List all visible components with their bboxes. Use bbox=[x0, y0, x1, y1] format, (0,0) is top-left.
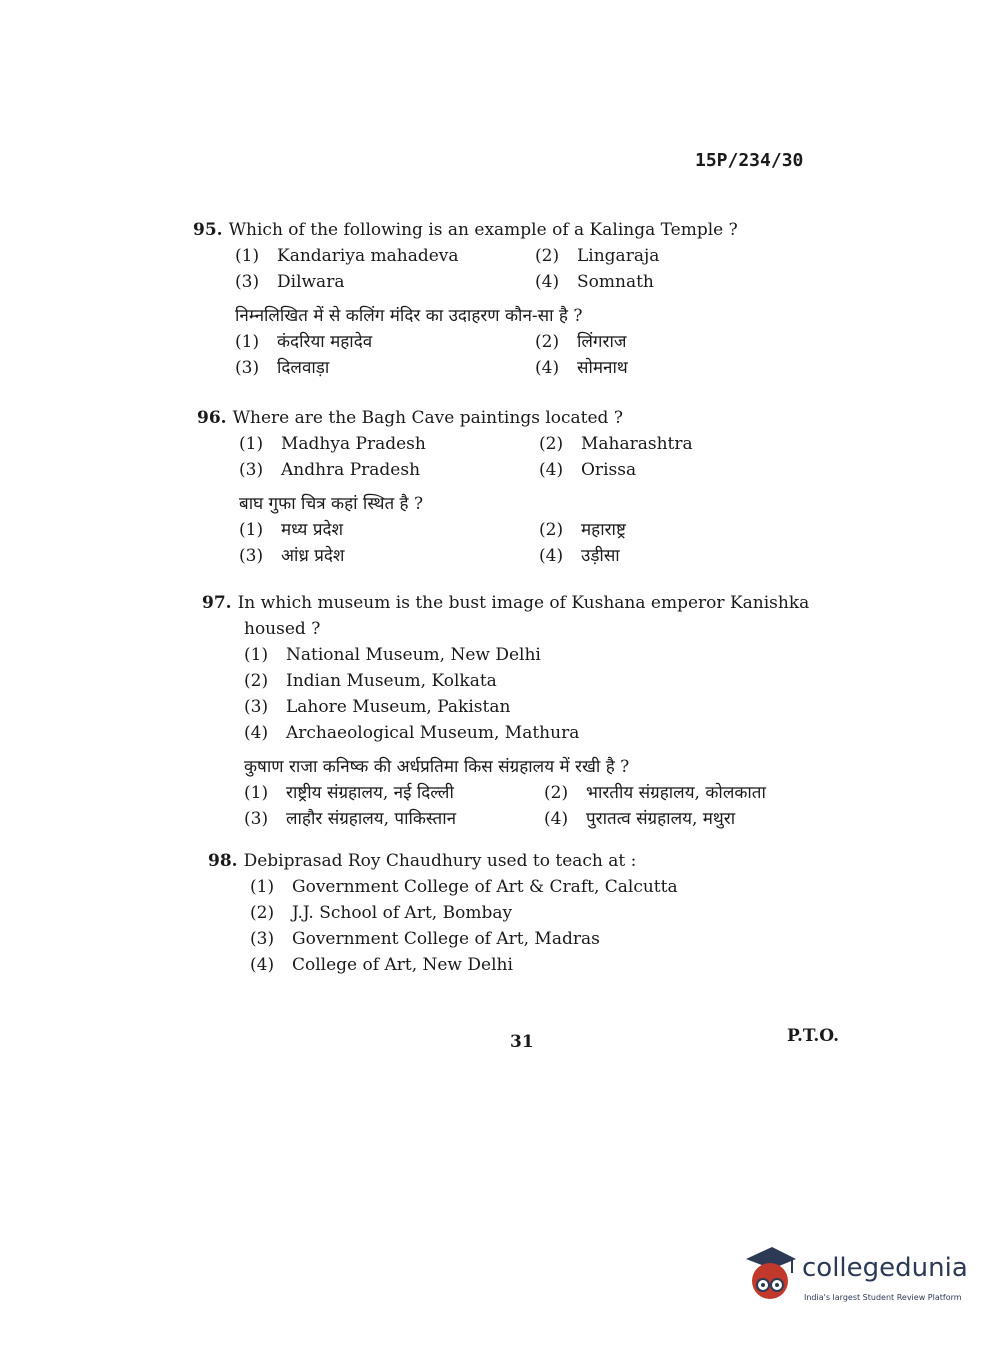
hindi-option-3: (3) लाहौर संग्रहालय, पाकिस्तान bbox=[244, 809, 457, 829]
hindi-question-text: कुषाण राजा कनिष्क की अर्धप्रतिमा किस संग्रहालय में रखी है ? bbox=[244, 757, 630, 777]
option-2: (2) Indian Museum, Kolkata bbox=[244, 671, 497, 691]
option-1: (1) Madhya Pradesh bbox=[239, 434, 426, 454]
question-97 bbox=[202, 590, 809, 832]
hindi-options bbox=[244, 780, 809, 832]
hindi-option-4: (4) सोमनाथ bbox=[535, 358, 628, 378]
option-4: (4) College of Art, New Delhi bbox=[250, 955, 513, 975]
option-4: (4) Somnath bbox=[535, 272, 654, 292]
option-2: (2) Maharashtra bbox=[539, 434, 693, 454]
question-number: 96. bbox=[197, 408, 227, 428]
option-3: (3) Lahore Museum, Pakistan bbox=[244, 697, 511, 717]
options bbox=[235, 243, 795, 295]
question-number: 95. bbox=[193, 220, 223, 240]
hindi-option-3: (3) आंध्र प्रदेश bbox=[239, 546, 345, 566]
option-3: (3) Government College of Art, Madras bbox=[250, 929, 600, 949]
option-1: (1) Government College of Art & Craft, Calcutta bbox=[250, 877, 678, 897]
option-3: (3) Dilwara bbox=[235, 272, 345, 292]
logo-tagline: India's largest Student Review Platform bbox=[804, 1293, 962, 1302]
question-number: 98. bbox=[208, 851, 238, 871]
question-text-continued: housed ? bbox=[244, 619, 321, 639]
question-95 bbox=[193, 217, 795, 381]
question-text: In which museum is the bust image of Kushana emperor Kanishka bbox=[237, 593, 810, 613]
hindi-option-1: (1) कंदरिया महादेव bbox=[235, 332, 373, 352]
options bbox=[239, 431, 799, 483]
options bbox=[244, 642, 809, 746]
option-4: (4) Archaeological Museum, Mathura bbox=[244, 723, 580, 743]
hindi-option-2: (2) महाराष्ट्र bbox=[539, 520, 626, 540]
question-96 bbox=[197, 405, 799, 569]
page-number: 31 bbox=[510, 1032, 534, 1052]
hindi-options bbox=[235, 329, 795, 381]
question-text: Which of the following is an example of a Kalinga Temple ? bbox=[228, 220, 738, 240]
question-number: 97. bbox=[202, 593, 232, 613]
option-2: (2) Lingaraja bbox=[535, 246, 660, 266]
question-98 bbox=[208, 848, 678, 978]
hindi-options bbox=[239, 517, 799, 569]
option-1: (1) National Museum, New Delhi bbox=[244, 645, 541, 665]
hindi-option-4: (4) पुरातत्व संग्रहालय, मथुरा bbox=[544, 809, 736, 829]
option-3: (3) Andhra Pradesh bbox=[239, 460, 421, 480]
collegedunia-logo[interactable] bbox=[742, 1245, 972, 1315]
option-1: (1) Kandariya mahadeva bbox=[235, 246, 459, 266]
hindi-question-text: निम्नलिखित में से कलिंग मंदिर का उदाहरण कौन-सा है ? bbox=[235, 306, 583, 326]
hindi-option-3: (3) दिलवाड़ा bbox=[235, 358, 330, 378]
hindi-option-1: (1) मध्य प्रदेश bbox=[239, 520, 344, 540]
logo-wordmark: collegedunia bbox=[802, 1253, 968, 1283]
hindi-option-2: (2) भारतीय संग्रहालय, कोलकाता bbox=[544, 783, 766, 803]
hindi-option-1: (1) राष्ट्रीय संग्रहालय, नई दिल्ली bbox=[244, 783, 454, 803]
hindi-option-4: (4) उड़ीसा bbox=[539, 546, 620, 566]
hindi-question-text: बाघ गुफा चित्र कहां स्थित है ? bbox=[239, 494, 424, 514]
question-text: Debiprasad Roy Chaudhury used to teach at : bbox=[243, 851, 637, 871]
option-2: (2) J.J. School of Art, Bombay bbox=[250, 903, 513, 923]
paper-code: 15P/234/30 bbox=[695, 150, 804, 171]
hindi-option-2: (2) लिंगराज bbox=[535, 332, 627, 352]
mascot-icon bbox=[742, 1245, 798, 1305]
pto-label: P.T.O. bbox=[787, 1026, 839, 1046]
option-4: (4) Orissa bbox=[539, 460, 637, 480]
options bbox=[250, 874, 678, 978]
question-text: Where are the Bagh Cave paintings located ? bbox=[232, 408, 623, 428]
